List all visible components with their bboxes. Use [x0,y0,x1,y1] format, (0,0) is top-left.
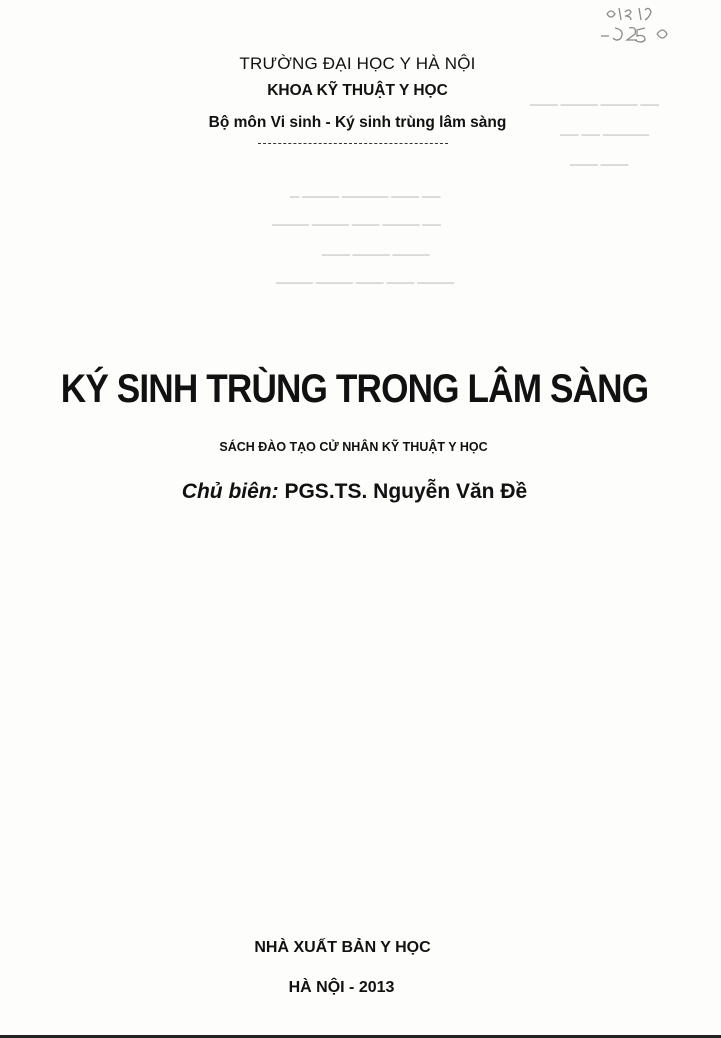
editor-name: PGS.TS. Nguyễn Văn Đề [284,480,528,503]
bleed-through-mark: ▁▁▁ ▁▁▁ [570,152,629,166]
book-title: KÝ SINH TRÙNG TRONG LÂM SÀNG [60,367,649,411]
university-name: TRƯỜNG ĐẠI HỌC Y HÀ NỘI [239,54,476,73]
department-name: Bộ môn Vi sinh - Ký sinh trùng lâm sàng [208,114,507,131]
book-subtitle: SÁCH ĐÀO TẠO CỬ NHÂN KỸ THUẬT Y HỌC [219,440,488,454]
faculty-name: KHOA KỸ THUẬT Y HỌC [267,82,448,99]
bleed-through-mark: ▁▁▁ ▁▁▁▁ ▁▁▁▁ ▁▁ [530,92,659,106]
place-year: HÀ NỘI - 2013 [288,979,395,996]
bleed-through-mark: ▁▁▁ ▁▁▁▁ ▁▁▁▁ [322,242,430,256]
bleed-through-mark: ▁ ▁▁▁▁ ▁▁▁▁▁ ▁▁▁ ▁▁ [290,184,441,198]
bleed-through-mark: ▁▁▁▁ ▁▁▁▁ ▁▁▁ ▁▁▁▁ ▁▁ [272,212,441,226]
publisher-name: NHÀ XUẤT BẢN Y HỌC [254,939,431,956]
editor-role: Chủ biên: [181,480,279,503]
bleed-through-mark: ▁▁▁▁ ▁▁▁▁ ▁▁▁ ▁▁▁ ▁▁▁▁ [276,270,455,284]
editor-line [0,480,715,504]
bleed-through-mark: ▁▁ ▁▁ ▁▁▁▁▁ [560,122,650,136]
handwritten-note-icon [593,2,693,50]
dashed-divider [258,143,448,144]
